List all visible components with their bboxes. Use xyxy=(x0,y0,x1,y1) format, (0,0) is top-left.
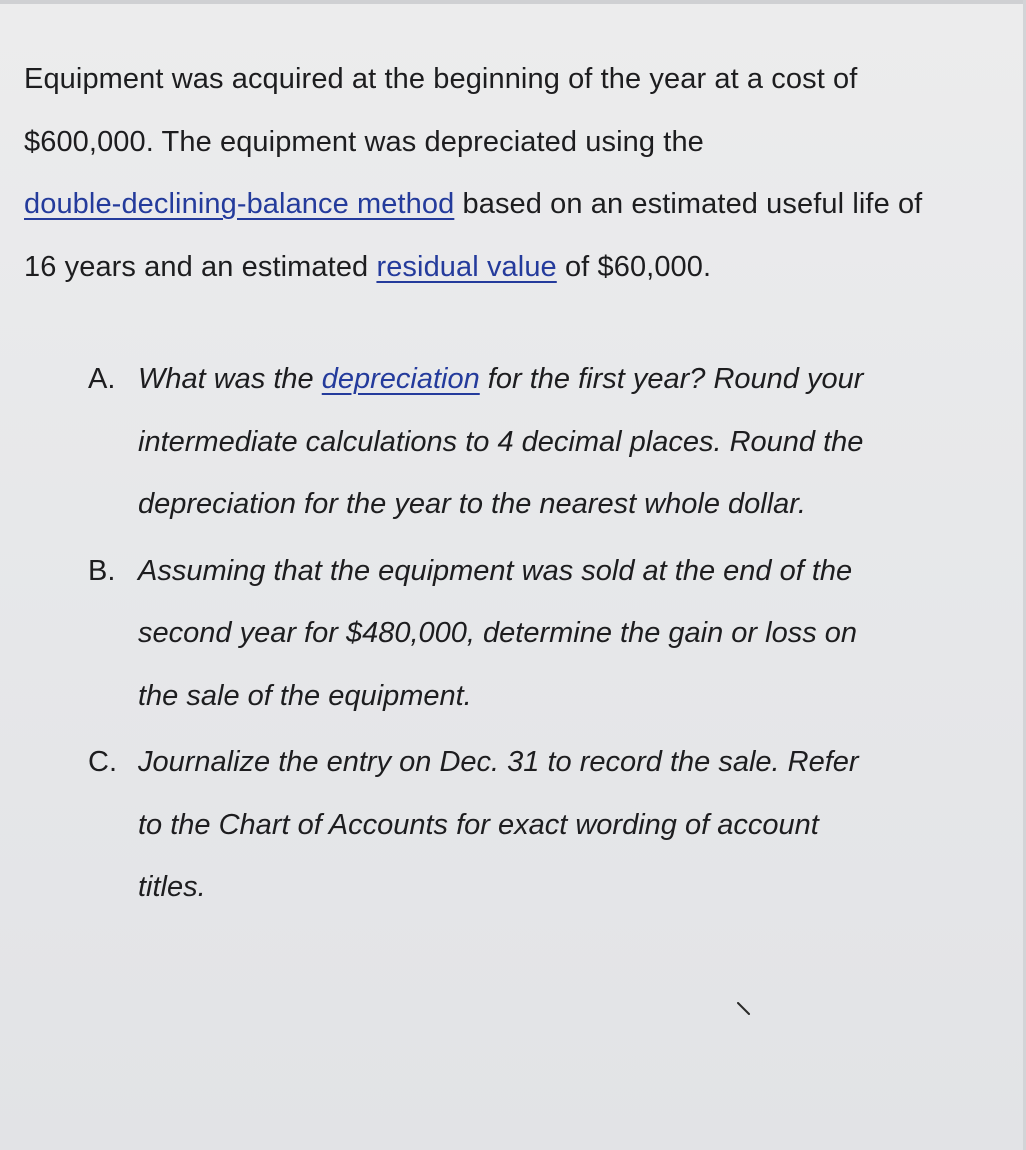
question-a-line-3: depreciation for the year to the nearest whole dollar. xyxy=(138,488,806,520)
depreciation-link[interactable]: depreciation xyxy=(321,363,480,395)
question-b-line-1: Assuming that the equipment was sold at the end of the xyxy=(138,554,853,587)
intro-line-4 xyxy=(24,236,1004,299)
intro-line-2: $600,000. The equipment was depreciated using the xyxy=(24,125,704,158)
double-declining-balance-link[interactable]: double-declining-balance method xyxy=(24,188,455,220)
question-a-line-2: intermediate calculations to 4 decimal places. Round the xyxy=(138,425,864,458)
intro-line-3-text: based on an estimated useful life of xyxy=(454,188,923,220)
question-a-letter: A. xyxy=(88,363,116,395)
top-divider xyxy=(0,0,1026,4)
residual-value-link[interactable]: residual value xyxy=(376,250,557,283)
question-b-line-2: second year for $480,000, determine the gain or loss on xyxy=(138,617,858,649)
question-a-line-1 xyxy=(138,348,988,411)
question-a-line-1-pre: What was the xyxy=(138,363,322,395)
question-a-text xyxy=(138,348,988,536)
question-c-line-3: titles. xyxy=(138,871,206,903)
question-c-letter: C. xyxy=(88,746,117,778)
intro-line-4-post: of $60,000. xyxy=(556,250,712,283)
problem-intro xyxy=(24,48,1004,298)
intro-line-1: Equipment was acquired at the beginning of the year at a cost of xyxy=(24,63,858,95)
mouse-cursor-icon xyxy=(737,1002,751,1016)
question-b-line-3: the sale of the equipment. xyxy=(138,679,472,712)
intro-line-3 xyxy=(24,173,1004,236)
intro-line-4-pre: 16 years and an estimated xyxy=(24,250,377,283)
question-b xyxy=(88,540,988,728)
question-b-letter: B. xyxy=(88,554,116,587)
question-a-line-1-post: for the first year? Round your xyxy=(479,363,864,395)
question-c-text xyxy=(138,731,988,919)
question-b-text xyxy=(138,540,988,728)
question-a xyxy=(88,348,988,536)
question-c-line-1: Journalize the entry on Dec. 31 to record the sale. Refer xyxy=(138,746,859,778)
question-c xyxy=(88,731,988,919)
question-list xyxy=(88,348,988,923)
question-c-line-2: to the Chart of Accounts for exact wording of account xyxy=(138,808,819,841)
